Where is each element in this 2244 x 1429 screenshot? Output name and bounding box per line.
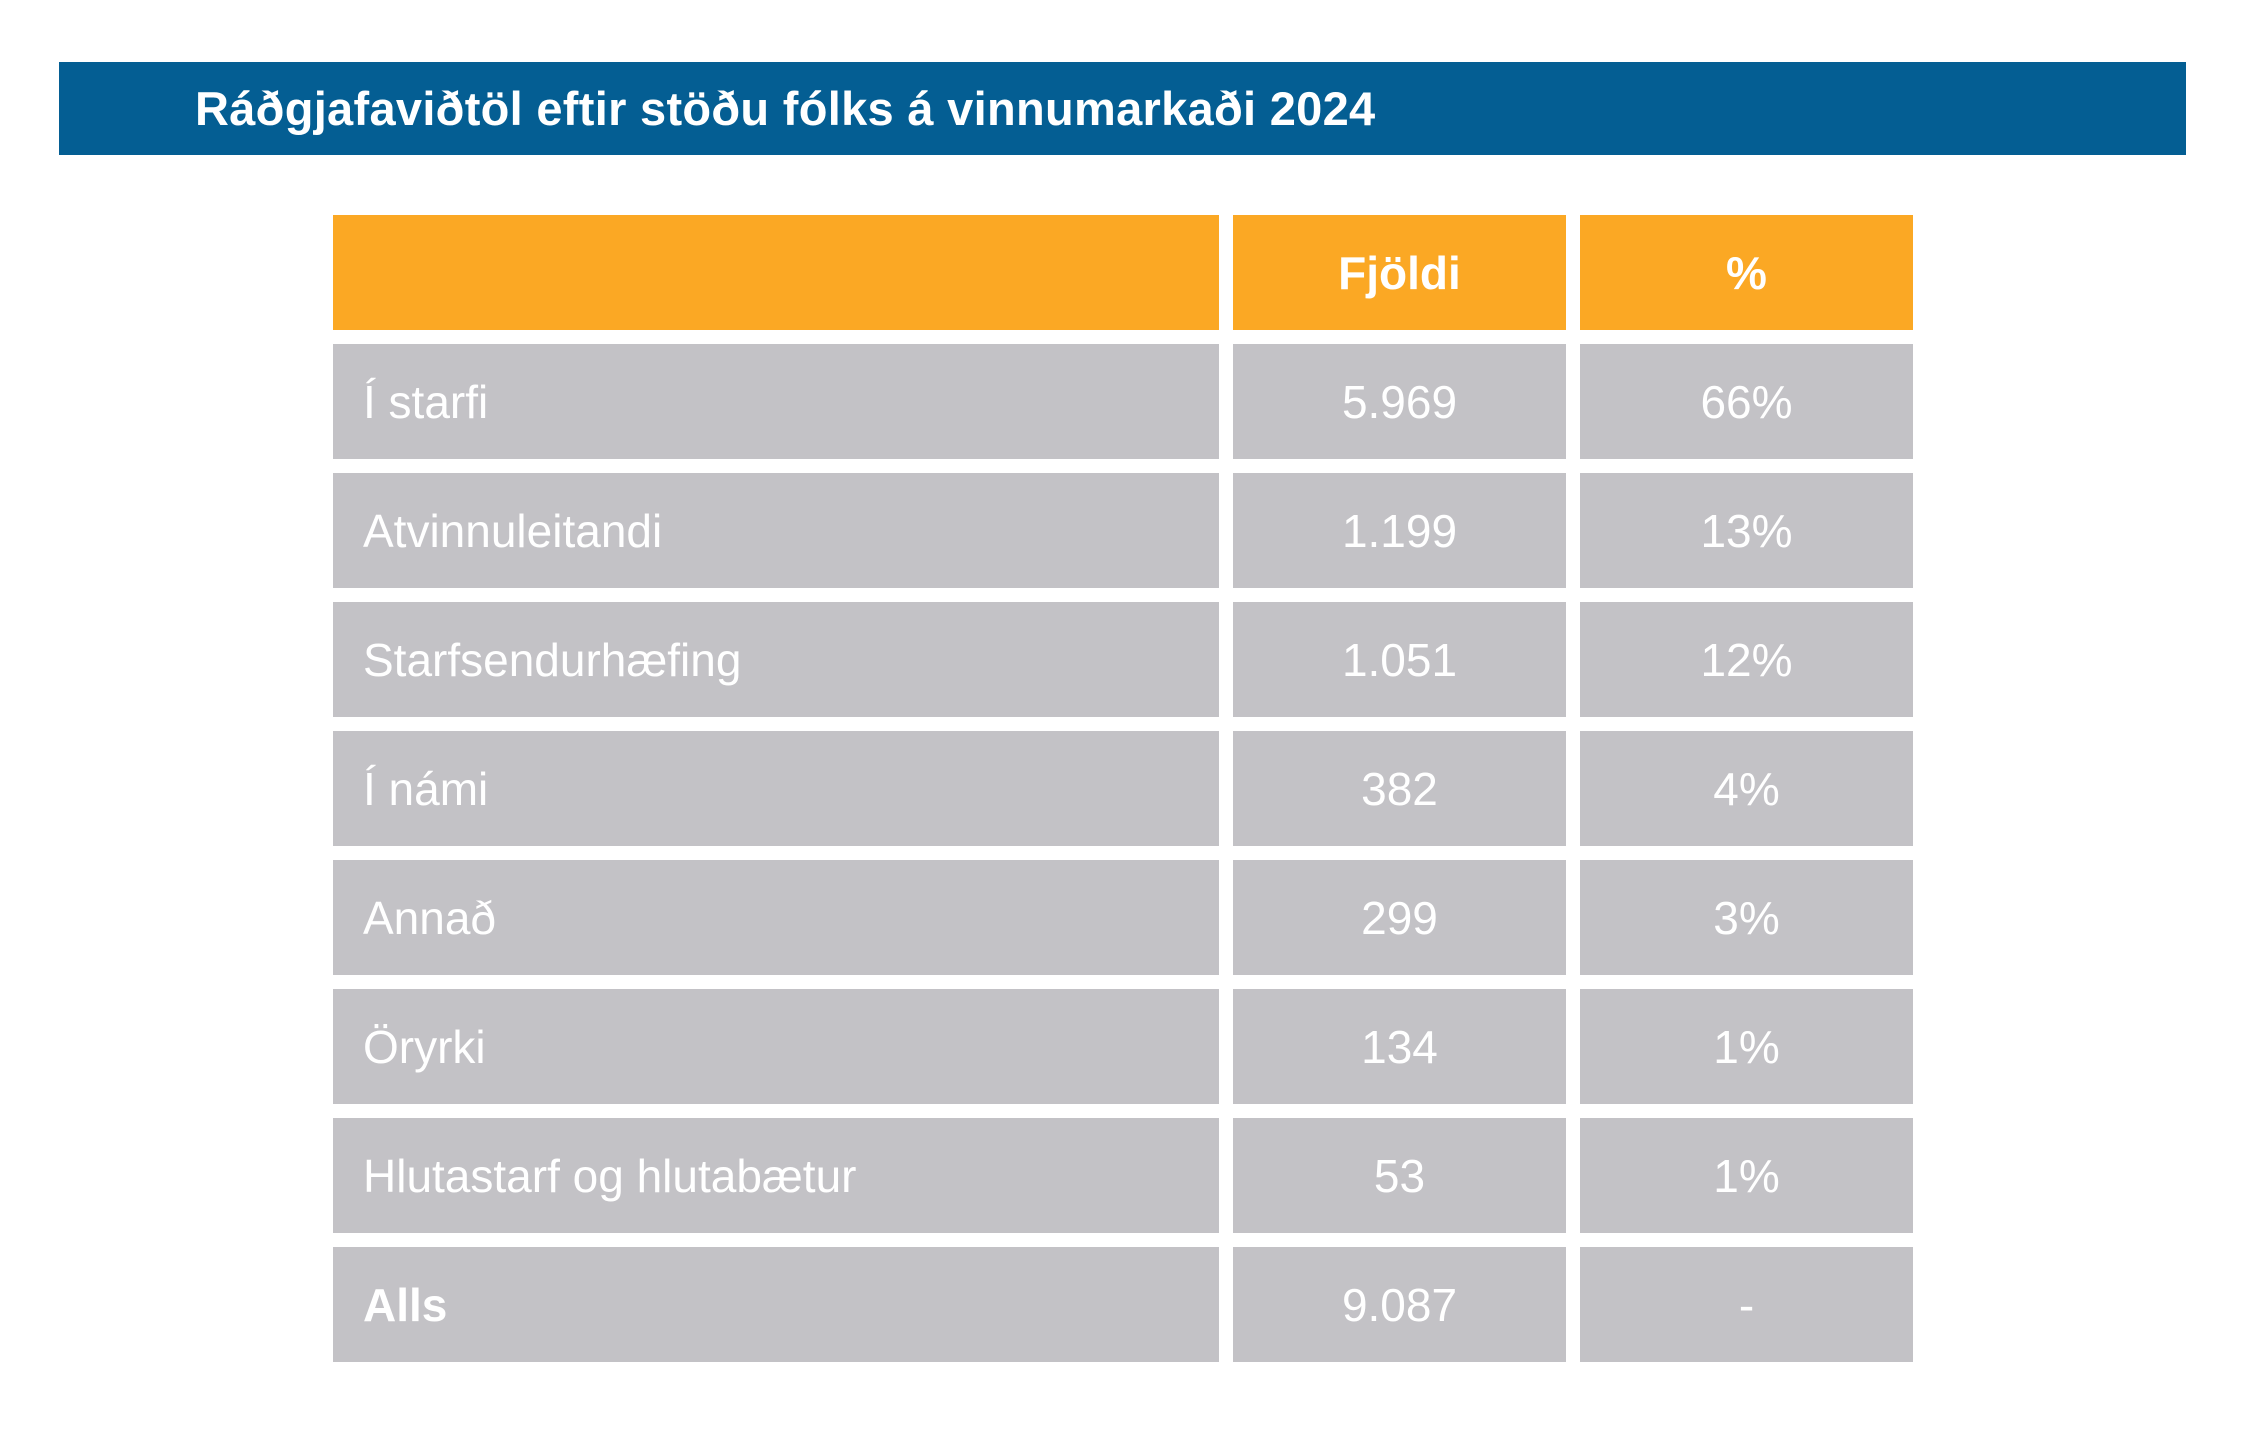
page-title: Ráðgjafaviðtöl eftir stöðu fólks á vinnumarkaði 2024 <box>195 82 1376 135</box>
row-count: 299 <box>1233 860 1566 975</box>
row-label: Í starfi <box>333 344 1219 459</box>
title-bar <box>59 62 2186 155</box>
row-percent: 13% <box>1580 473 1913 588</box>
row-label: Öryrki <box>333 989 1219 1104</box>
row-count: 53 <box>1233 1118 1566 1233</box>
row-percent: 3% <box>1580 860 1913 975</box>
total-row-count: 9.087 <box>1233 1247 1566 1362</box>
header-cell-spacer <box>333 215 1219 330</box>
row-label: Hlutastarf og hlutabætur <box>333 1118 1219 1233</box>
row-label: Annað <box>333 860 1219 975</box>
row-count: 1.199 <box>1233 473 1566 588</box>
row-count: 1.051 <box>1233 602 1566 717</box>
row-count: 382 <box>1233 731 1566 846</box>
status-table <box>333 215 1913 1362</box>
row-count: 134 <box>1233 989 1566 1104</box>
row-percent: 1% <box>1580 989 1913 1104</box>
header-cell-count: Fjöldi <box>1233 215 1566 330</box>
row-label: Starfsendurhæfing <box>333 602 1219 717</box>
total-row-label: Alls <box>333 1247 1219 1362</box>
row-label: Atvinnuleitandi <box>333 473 1219 588</box>
header-cell-percent: % <box>1580 215 1913 330</box>
row-label: Í námi <box>333 731 1219 846</box>
row-percent: 12% <box>1580 602 1913 717</box>
row-percent: 4% <box>1580 731 1913 846</box>
total-row-percent: - <box>1580 1247 1913 1362</box>
row-percent: 1% <box>1580 1118 1913 1233</box>
row-count: 5.969 <box>1233 344 1566 459</box>
row-percent: 66% <box>1580 344 1913 459</box>
